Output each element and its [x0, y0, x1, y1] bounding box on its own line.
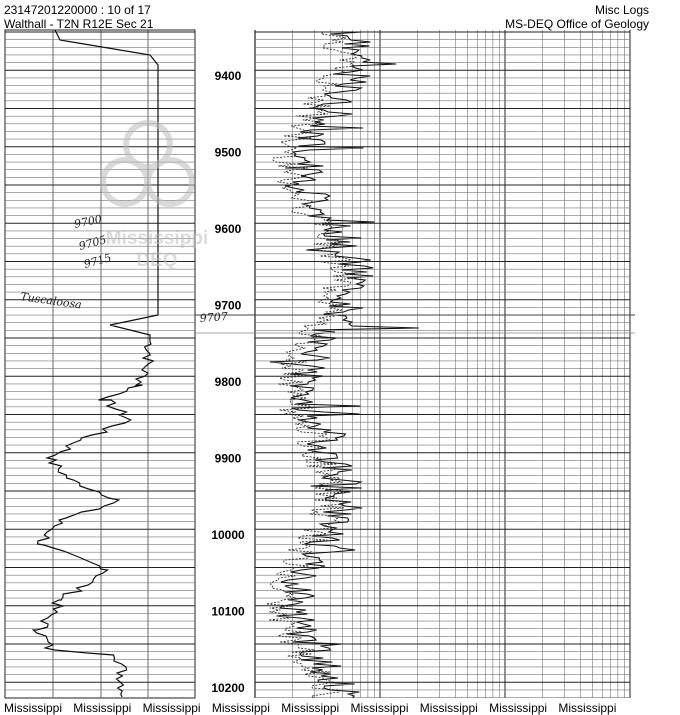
- note-9715: 9715: [82, 251, 113, 271]
- depth-label-9600: 9600: [214, 222, 242, 236]
- depth-scale: [211, 69, 245, 695]
- footer-watermark-word: Mississippi: [489, 701, 548, 715]
- depth-label-9800: 9800: [214, 375, 242, 389]
- agency-label: MS-DEQ Office of Geology: [505, 17, 649, 31]
- depth-label-10000: 10000: [211, 528, 245, 542]
- footer-watermark-strip: [0, 701, 680, 715]
- footer-watermark-word: Mississippi: [350, 701, 409, 715]
- sp-log-curve: [33, 30, 158, 697]
- footer-watermark-word: Mississippi: [558, 701, 617, 715]
- note-formation: Tuscaloosa: [19, 290, 83, 312]
- depth-label-9500: 9500: [214, 145, 242, 160]
- note-9707: 9707: [199, 310, 229, 325]
- footer-watermark-word: Mississippi: [4, 701, 63, 715]
- footer-watermark-word: Mississippi: [281, 701, 340, 715]
- depth-label-10200: 10200: [211, 681, 245, 695]
- depth-label-9400: 9400: [214, 69, 242, 83]
- watermark-line2: DEQ: [136, 250, 178, 271]
- well-api-page-label: 23147201220000 : 10 of 17: [4, 3, 151, 17]
- depth-label-9700: 9700: [214, 298, 242, 313]
- watermark: [103, 123, 208, 271]
- footer-watermark-word: Mississippi: [419, 701, 478, 715]
- depth-label-10100: 10100: [211, 604, 245, 619]
- document-category-label: Misc Logs: [594, 3, 649, 17]
- footer-watermark-word: Mississippi: [73, 701, 132, 715]
- note-9705: 9705: [77, 233, 108, 253]
- well-location-label: Walthall - T2N R12E Sec 21: [4, 17, 154, 31]
- footer-watermark-word: Mississippi: [142, 701, 201, 715]
- footer-watermark-word: Mississippi: [211, 701, 270, 715]
- depth-label-9900: 9900: [214, 451, 242, 466]
- watermark-line1: Mississippi: [105, 228, 209, 249]
- note-9700: 9700: [72, 212, 104, 231]
